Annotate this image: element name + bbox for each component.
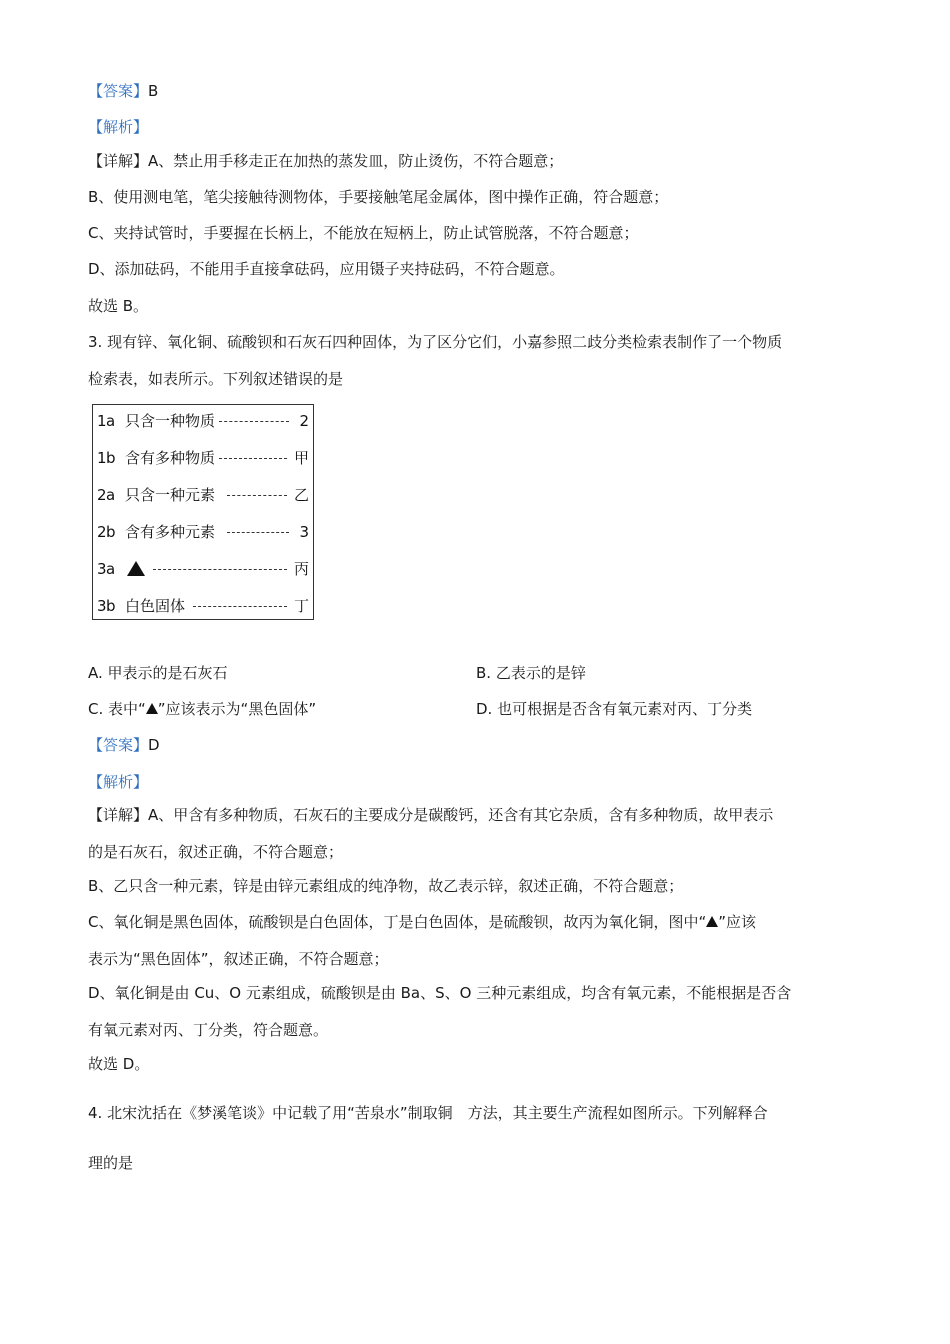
q2-conclusion: 故选 B。 [88,297,149,315]
dash-leader [227,495,287,496]
dash-leader [227,532,289,533]
answer-tag: 【答案】 [88,736,149,754]
detail-tag: 【详解】 [88,152,149,170]
q3-stem-line2: 检索表，如表所示。下列叙述错误的是 [88,370,344,388]
q3-detail-a2: 的是石灰石，叙述正确，不符合题意； [88,843,344,861]
key-row: 3b 白色固体 丁 [97,597,309,615]
q3-detail-c1: C、氧化铜是黑色固体，硫酸钡是白色固体，丁是白色固体，是硫酸钡，故丙为氧化铜，图中“ ”应该 [88,913,757,931]
q3-analysis-tag: 【解析】 [88,773,149,791]
q4-stem-line2: 理的是 [88,1154,134,1172]
q2-detail-c: C、夹持试管时，手要握在长柄上，不能放在短柄上，防止试管脱落，不符合题意； [88,224,639,242]
q3-detail-b: B、乙只含一种元素，锌是由锌元素组成的纯净物，故乙表示锌，叙述正确，不符合题意； [88,877,684,895]
q2-detail-b: B、使用测电笔，笔尖接触待测物体，手要接触笔尾金属体，图中操作正确，符合题意； [88,188,669,206]
q3-detail-c2: 表示为“黑色固体”，叙述正确，不符合题意； [88,950,389,968]
option-d: D. 也可根据是否含有氧元素对丙、丁分类 [476,700,753,718]
q2-analysis-tag: 【解析】 [88,118,149,136]
q4-stem-line1: 4. 北宋沈括在《梦溪笔谈》中记载了用“苦泉水”制取铜 方法，其主要生产流程如图所示。下列解释合 [88,1104,768,1122]
dash-leader [219,458,287,459]
triangle-icon [127,558,145,580]
triangle-icon [706,916,718,927]
answer-tag: 【答案】 [88,82,149,100]
key-row: 3a 丙 [97,560,309,578]
classification-key-table [92,404,314,620]
q2-answer-line [88,80,158,102]
q3-stem-line1: 3. 现有锌、氧化铜、硫酸钡和石灰石四种固体，为了区分它们，小嘉参照二歧分类检索表制作了一个物质 [88,333,783,351]
option-a: A. 甲表示的是石灰石 [88,664,228,682]
q3-detail-d2: 有氧元素对丙、丁分类，符合题意。 [88,1021,329,1039]
q2-detail-a: 【详解】A、禁止用手移走正在加热的蒸发皿，防止烫伤，不符合题意； [88,152,564,170]
option-c: C. 表中“ ”应该表示为“黑色固体” [88,700,317,718]
key-row: 1a 只含一种物质 2 [97,412,309,430]
dash-leader [153,569,287,570]
key-row: 2a 只含一种元素 乙 [97,486,309,504]
q3-detail-a1: 【详解】A、甲含有多种物质，石灰石的主要成分是碳酸钙，还含有其它杂质，含有多种物质，故甲表示 [88,806,774,824]
q3-answer-line [88,734,160,756]
detail-tag: 【详解】 [88,806,149,824]
key-row: 2b 含有多种元素 3 [97,523,309,541]
key-row: 1b 含有多种物质 甲 [97,449,309,467]
q3-detail-d1: D、氧化铜是由 Cu、O 元素组成，硫酸钡是由 Ba、S、O 三种元素组成，均含有氧元素，不能根据是否含 [88,984,792,1002]
answer-value: D [148,736,160,754]
q2-detail-d: D、添加砝码，不能用手直接拿砝码，应用镊子夹持砝码，不符合题意。 [88,260,565,278]
triangle-icon [146,703,158,714]
answer-value: B [148,82,159,100]
dash-leader [193,606,287,607]
dash-leader [219,421,289,422]
q3-conclusion: 故选 D。 [88,1055,150,1073]
option-b: B. 乙表示的是锌 [476,664,586,682]
